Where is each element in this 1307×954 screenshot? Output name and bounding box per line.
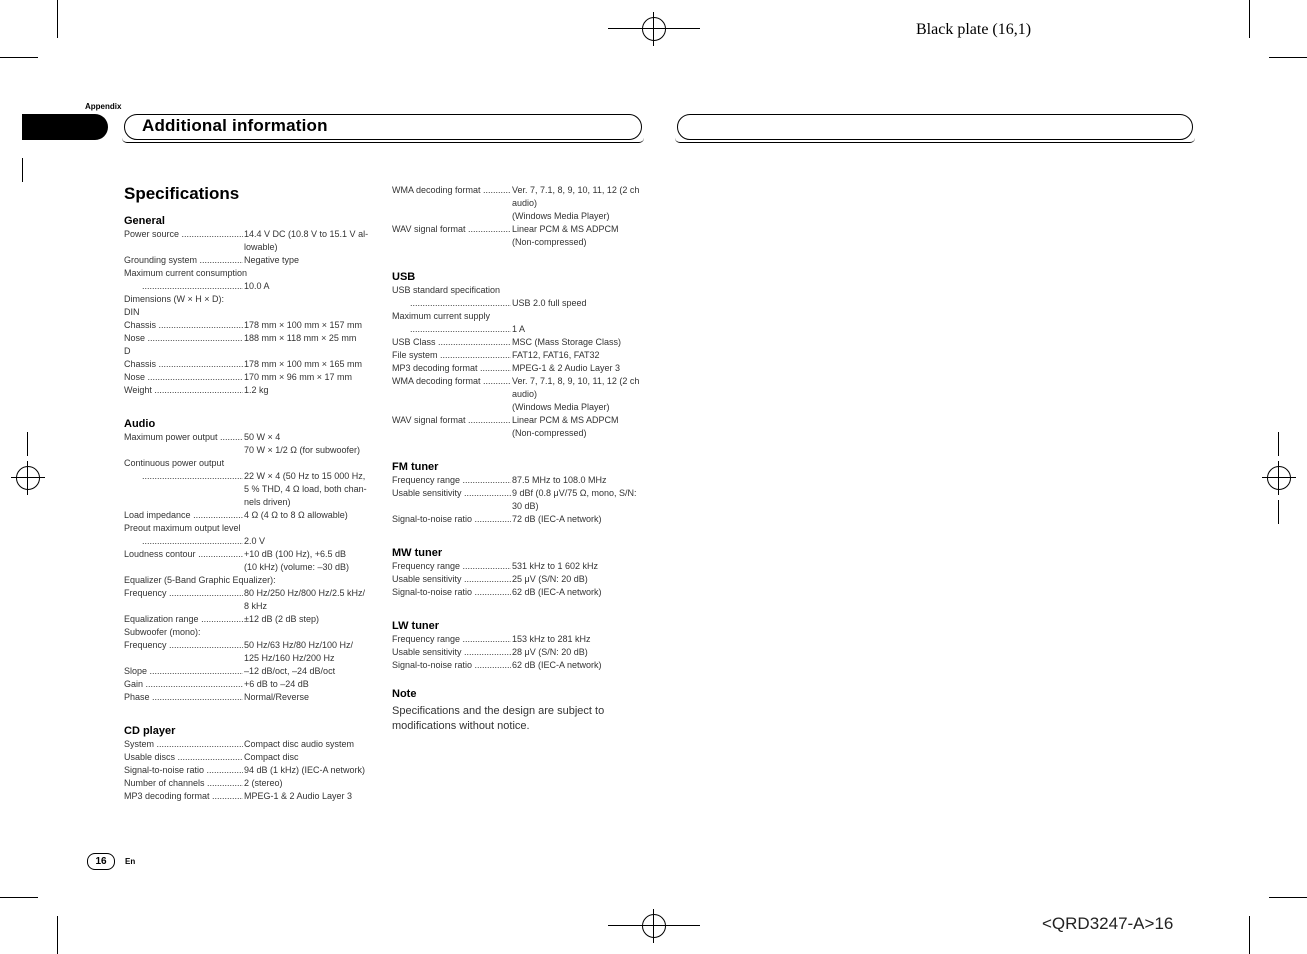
spec-heading: LW tuner: [392, 620, 440, 632]
spec-label: [392, 401, 511, 414]
spec-label: Slope .....: [124, 665, 243, 678]
spec-section: [124, 214, 372, 397]
spec-value: 178 mm × 100 mm × 165 mm: [244, 359, 363, 369]
header-bar-left: [124, 114, 642, 140]
spec-row: [392, 573, 640, 586]
spec-value: 30 dB): [512, 501, 539, 511]
section-title: Specifications: [124, 184, 240, 203]
spec-section: [392, 184, 640, 249]
spec-row: [392, 388, 640, 401]
spec-row: [392, 236, 640, 249]
spec-label: System .....: [124, 738, 243, 751]
spec-row: [392, 223, 640, 236]
spec-row: [124, 319, 372, 332]
crop-mark: [27, 432, 28, 456]
spec-section: [124, 417, 372, 704]
crop-mark: [1249, 916, 1250, 954]
spec-section: [392, 546, 640, 599]
language-label: En: [125, 857, 136, 866]
crop-mark: [1269, 897, 1307, 898]
spec-row: [392, 500, 640, 513]
spec-value: USB 2.0 full speed: [512, 298, 587, 308]
spec-label: Usable sensitivity .....: [392, 487, 511, 500]
page-number: 16: [87, 853, 115, 870]
spec-section: [392, 270, 640, 440]
spec-label: [124, 496, 243, 509]
spec-value: 8 kHz: [244, 601, 268, 611]
spec-row: [124, 665, 372, 678]
spec-label: Subwoofer (mono):: [124, 627, 201, 637]
spec-row: [392, 323, 640, 336]
spec-value: –12 dB/oct, –24 dB/oct: [244, 666, 336, 676]
spec-row: [392, 197, 640, 210]
spec-label: [124, 280, 243, 293]
spec-value: [372, 574, 373, 587]
spec-value: audio): [512, 198, 538, 208]
spec-label: Number of channels .....: [124, 777, 243, 790]
spec-label: Grounding system .....: [124, 254, 243, 267]
spec-section: [392, 460, 640, 526]
spec-heading: USB: [392, 271, 416, 283]
spec-label: Gain .....: [124, 678, 243, 691]
spec-value: +6 dB to –24 dB: [244, 679, 309, 689]
spec-label: Continuous power output: [124, 458, 225, 468]
spec-value: Compact disc: [244, 752, 299, 762]
spec-label: WAV signal format .....: [392, 414, 511, 427]
spec-label: USB Class .....: [392, 336, 511, 349]
spec-row: [124, 691, 372, 704]
spec-value: 28 μV (S/N: 20 dB): [512, 647, 588, 657]
spec-label: [124, 600, 243, 613]
spec-label: File system .....: [392, 349, 511, 362]
spec-label: Equalization range .....: [124, 613, 243, 626]
spec-label: Frequency range .....: [392, 560, 511, 573]
spec-label: Maximum current supply: [392, 311, 491, 321]
spec-value: [640, 284, 641, 297]
spec-label: Maximum current consumption: [124, 268, 248, 278]
spec-label: Nose .....: [124, 332, 243, 345]
spec-label: [392, 388, 511, 401]
spec-label: WAV signal format .....: [392, 223, 511, 236]
spec-row: [124, 384, 372, 397]
crop-mark: [1278, 500, 1279, 524]
spec-row: [124, 358, 372, 371]
spec-heading: CD player: [124, 725, 176, 737]
spec-label: D: [124, 346, 131, 356]
spec-row: [392, 362, 640, 375]
spec-label: Chassis .....: [124, 319, 243, 332]
spec-value: 170 mm × 96 mm × 17 mm: [244, 372, 353, 382]
left-spec-column: [124, 214, 372, 803]
document-code: <QRD3247-A>16: [1042, 914, 1174, 933]
spec-row: [124, 509, 372, 522]
spec-value: 72 dB (IEC-A network): [512, 514, 602, 524]
spec-value: [372, 267, 373, 280]
crop-mark: [1269, 57, 1307, 58]
spec-value: 80 Hz/250 Hz/800 Hz/2.5 kHz/: [244, 588, 366, 598]
spec-value: 62 dB (IEC-A network): [512, 587, 602, 597]
spec-value: 50 Hz/63 Hz/80 Hz/100 Hz/: [244, 640, 354, 650]
spec-row: [124, 548, 372, 561]
spec-row: [392, 659, 640, 672]
spec-label: [392, 197, 511, 210]
spec-value: (Non-compressed): [512, 237, 587, 247]
spec-value: 4 Ω (4 Ω to 8 Ω allowable): [244, 510, 348, 520]
spec-value: 125 Hz/160 Hz/200 Hz: [244, 653, 335, 663]
spec-value: Negative type: [244, 255, 300, 265]
spec-row: [124, 587, 372, 600]
spec-row: [392, 401, 640, 414]
registration-mark-icon: [642, 914, 666, 938]
spec-value: 1 A: [512, 324, 526, 334]
spec-label: Frequency .....: [124, 639, 243, 652]
registration-mark-icon: [16, 466, 40, 490]
spec-row: [124, 574, 372, 587]
spec-value: [243, 345, 372, 358]
spec-label: [124, 652, 243, 665]
spec-label: Maximum power output .....: [124, 431, 243, 444]
spec-label: DIN: [124, 307, 140, 317]
spec-row: [124, 371, 372, 384]
spec-row: [124, 483, 372, 496]
spec-row: [124, 496, 372, 509]
spec-value: 94 dB (1 kHz) (IEC-A network): [244, 765, 366, 775]
spec-label: Weight .....: [124, 384, 243, 397]
spec-heading: MW tuner: [392, 547, 443, 559]
spec-row: [124, 332, 372, 345]
spec-section: [392, 619, 640, 672]
spec-label: Chassis .....: [124, 358, 243, 371]
spec-row: [392, 646, 640, 659]
spec-value: 531 kHz to 1 602 kHz: [512, 561, 599, 571]
spec-label: Usable discs .....: [124, 751, 243, 764]
spec-label: [392, 500, 511, 513]
spec-row: [392, 633, 640, 646]
spec-label: [124, 561, 243, 574]
spec-row: [124, 600, 372, 613]
spec-value: lowable): [244, 242, 278, 252]
spec-label: Phase .....: [124, 691, 243, 704]
spec-heading: FM tuner: [392, 461, 439, 473]
spec-value: (Non-compressed): [512, 428, 587, 438]
spec-value: 2 (stereo): [244, 778, 283, 788]
spec-value: [511, 310, 640, 323]
spec-heading: Audio: [124, 418, 156, 430]
spec-label: USB standard specification: [392, 285, 501, 295]
spec-value: MPEG-1 & 2 Audio Layer 3: [244, 791, 353, 801]
crop-mark: [1249, 0, 1250, 38]
spec-label: Signal-to-noise ratio .....: [392, 586, 511, 599]
spec-value: [243, 293, 372, 306]
spec-value: 22 W × 4 (50 Hz to 15 000 Hz,: [244, 471, 366, 481]
spec-row: [392, 184, 640, 197]
spec-row: [124, 470, 372, 483]
spec-label: Signal-to-noise ratio .....: [392, 513, 511, 526]
spec-label: Power source .....: [124, 228, 243, 241]
note-block: [392, 688, 632, 734]
spec-label: [392, 427, 511, 440]
spec-value: 153 kHz to 281 kHz: [512, 634, 591, 644]
spec-label: Dimensions (W × H × D):: [124, 294, 225, 304]
spec-row: [124, 345, 372, 358]
spec-label: Signal-to-noise ratio .....: [392, 659, 511, 672]
spec-label: [392, 210, 511, 223]
spec-row: [124, 639, 372, 652]
note-text: Specifications and the design are subject to modifications without notice.: [392, 705, 605, 732]
crop-mark: [0, 897, 38, 898]
crop-mark: [57, 0, 58, 38]
spec-value: [372, 522, 373, 535]
spec-label: Equalizer (5-Band Graphic Equalizer):: [124, 575, 276, 585]
spec-value: FAT12, FAT16, FAT32: [512, 350, 600, 360]
spec-row: [392, 414, 640, 427]
spec-row: [392, 284, 640, 297]
spec-value: 70 W × 1/2 Ω (for subwoofer): [244, 445, 361, 455]
spec-label: Frequency .....: [124, 587, 243, 600]
spec-row: [124, 626, 372, 639]
spec-label: Preout maximum output level: [124, 523, 241, 533]
spec-label: Usable sensitivity .....: [392, 573, 511, 586]
spec-row: [124, 241, 372, 254]
registration-mark-icon: [642, 17, 666, 41]
crop-mark: [22, 158, 23, 182]
spec-value: Compact disc audio system: [244, 739, 355, 749]
spec-row: [124, 522, 372, 535]
crop-mark: [608, 925, 700, 926]
spec-value: 50 W × 4: [244, 432, 281, 442]
spec-row: [124, 561, 372, 574]
spec-row: [392, 375, 640, 388]
spec-label: [392, 323, 511, 336]
right-spec-column: [392, 184, 640, 672]
spec-label: MP3 decoding format .....: [392, 362, 511, 375]
spec-row: [124, 777, 372, 790]
spec-label: Nose .....: [124, 371, 243, 384]
spec-row: [392, 310, 640, 323]
spec-label: Frequency range .....: [392, 474, 511, 487]
spec-value: 1.2 kg: [244, 385, 269, 395]
spec-row: [392, 336, 640, 349]
spec-row: [124, 535, 372, 548]
spec-label: Signal-to-noise ratio .....: [124, 764, 243, 777]
appendix-label: Appendix: [85, 102, 122, 111]
spec-value: ±12 dB (2 dB step): [244, 614, 319, 624]
crop-mark: [608, 28, 700, 29]
spec-label: WMA decoding format .....: [392, 375, 511, 388]
spec-value: [243, 306, 372, 319]
spec-value: 62 dB (IEC-A network): [512, 660, 602, 670]
spec-heading: General: [124, 215, 165, 227]
spec-value: [243, 626, 372, 639]
spec-value: 2.0 V: [244, 536, 266, 546]
spec-row: [392, 297, 640, 310]
plate-label: Black plate (16,1): [916, 21, 1032, 38]
spec-row: [392, 560, 640, 573]
registration-mark-icon: [1267, 466, 1291, 490]
spec-row: [124, 254, 372, 267]
spec-row: [124, 764, 372, 777]
spec-row: [124, 678, 372, 691]
spec-row: [392, 513, 640, 526]
crop-mark: [0, 57, 38, 58]
spec-value: Linear PCM & MS ADPCM: [512, 224, 619, 234]
spec-row: [124, 613, 372, 626]
spec-label: Frequency range .....: [392, 633, 511, 646]
spec-value: audio): [512, 389, 538, 399]
spec-label: [124, 444, 243, 457]
crop-mark: [1278, 432, 1279, 456]
spec-value: 9 dBf (0.8 μV/75 Ω, mono, S/N:: [512, 488, 637, 498]
spec-row: [392, 427, 640, 440]
spec-row: [124, 652, 372, 665]
crop-mark: [57, 916, 58, 954]
spec-value: 87.5 MHz to 108.0 MHz: [512, 475, 607, 485]
spec-value: 14.4 V DC (10.8 V to 15.1 V al-: [244, 229, 369, 239]
note-title: Note: [392, 688, 417, 700]
spec-value: (Windows Media Player): [512, 211, 610, 221]
spec-label: MP3 decoding format .....: [124, 790, 243, 803]
spec-row: [124, 293, 372, 306]
spec-value: (10 kHz) (volume: –30 dB): [244, 562, 350, 572]
spec-row: [392, 474, 640, 487]
spec-value: (Windows Media Player): [512, 402, 610, 412]
spec-row: [124, 790, 372, 803]
spec-value: MSC (Mass Storage Class): [512, 337, 622, 347]
spec-row: [392, 349, 640, 362]
spec-value: Linear PCM & MS ADPCM: [512, 415, 619, 425]
spec-row: [124, 280, 372, 293]
spec-value: Ver. 7, 7.1, 8, 9, 10, 11, 12 (2 ch: [512, 376, 640, 386]
spec-label: Load impedance .....: [124, 509, 243, 522]
spec-label: Usable sensitivity .....: [392, 646, 511, 659]
spec-label: Loudness contour .....: [124, 548, 243, 561]
spec-value: 5 % THD, 4 Ω load, both chan-: [244, 484, 367, 494]
page-title: Additional information: [142, 116, 328, 135]
spec-row: [124, 431, 372, 444]
spec-value: 188 mm × 118 mm × 25 mm: [244, 333, 357, 343]
spec-label: [124, 241, 243, 254]
spec-label: [392, 236, 511, 249]
spec-row: [124, 228, 372, 241]
spec-value: [243, 457, 372, 470]
spec-label: [392, 297, 511, 310]
spec-value: 10.0 A: [244, 281, 270, 291]
appendix-tab: [22, 114, 108, 140]
spec-row: [124, 457, 372, 470]
spec-value: 25 μV (S/N: 20 dB): [512, 574, 588, 584]
spec-row: [392, 586, 640, 599]
spec-value: nels driven): [244, 497, 291, 507]
spec-value: 178 mm × 100 mm × 157 mm: [244, 320, 363, 330]
spec-label: [124, 483, 243, 496]
spec-value: MPEG-1 & 2 Audio Layer 3: [512, 363, 621, 373]
spec-label: [124, 470, 243, 483]
spec-section: [124, 724, 372, 803]
spec-label: [124, 535, 243, 548]
spec-row: [124, 738, 372, 751]
spec-row: [392, 487, 640, 500]
spec-value: Normal/Reverse: [244, 692, 310, 702]
spec-value: Ver. 7, 7.1, 8, 9, 10, 11, 12 (2 ch: [512, 185, 640, 195]
spec-row: [124, 751, 372, 764]
spec-row: [392, 210, 640, 223]
spec-label: WMA decoding format .....: [392, 184, 511, 197]
spec-row: [124, 306, 372, 319]
spec-row: [124, 267, 372, 280]
spec-value: +10 dB (100 Hz), +6.5 dB: [244, 549, 347, 559]
header-bar-right: [677, 114, 1193, 140]
spec-row: [124, 444, 372, 457]
